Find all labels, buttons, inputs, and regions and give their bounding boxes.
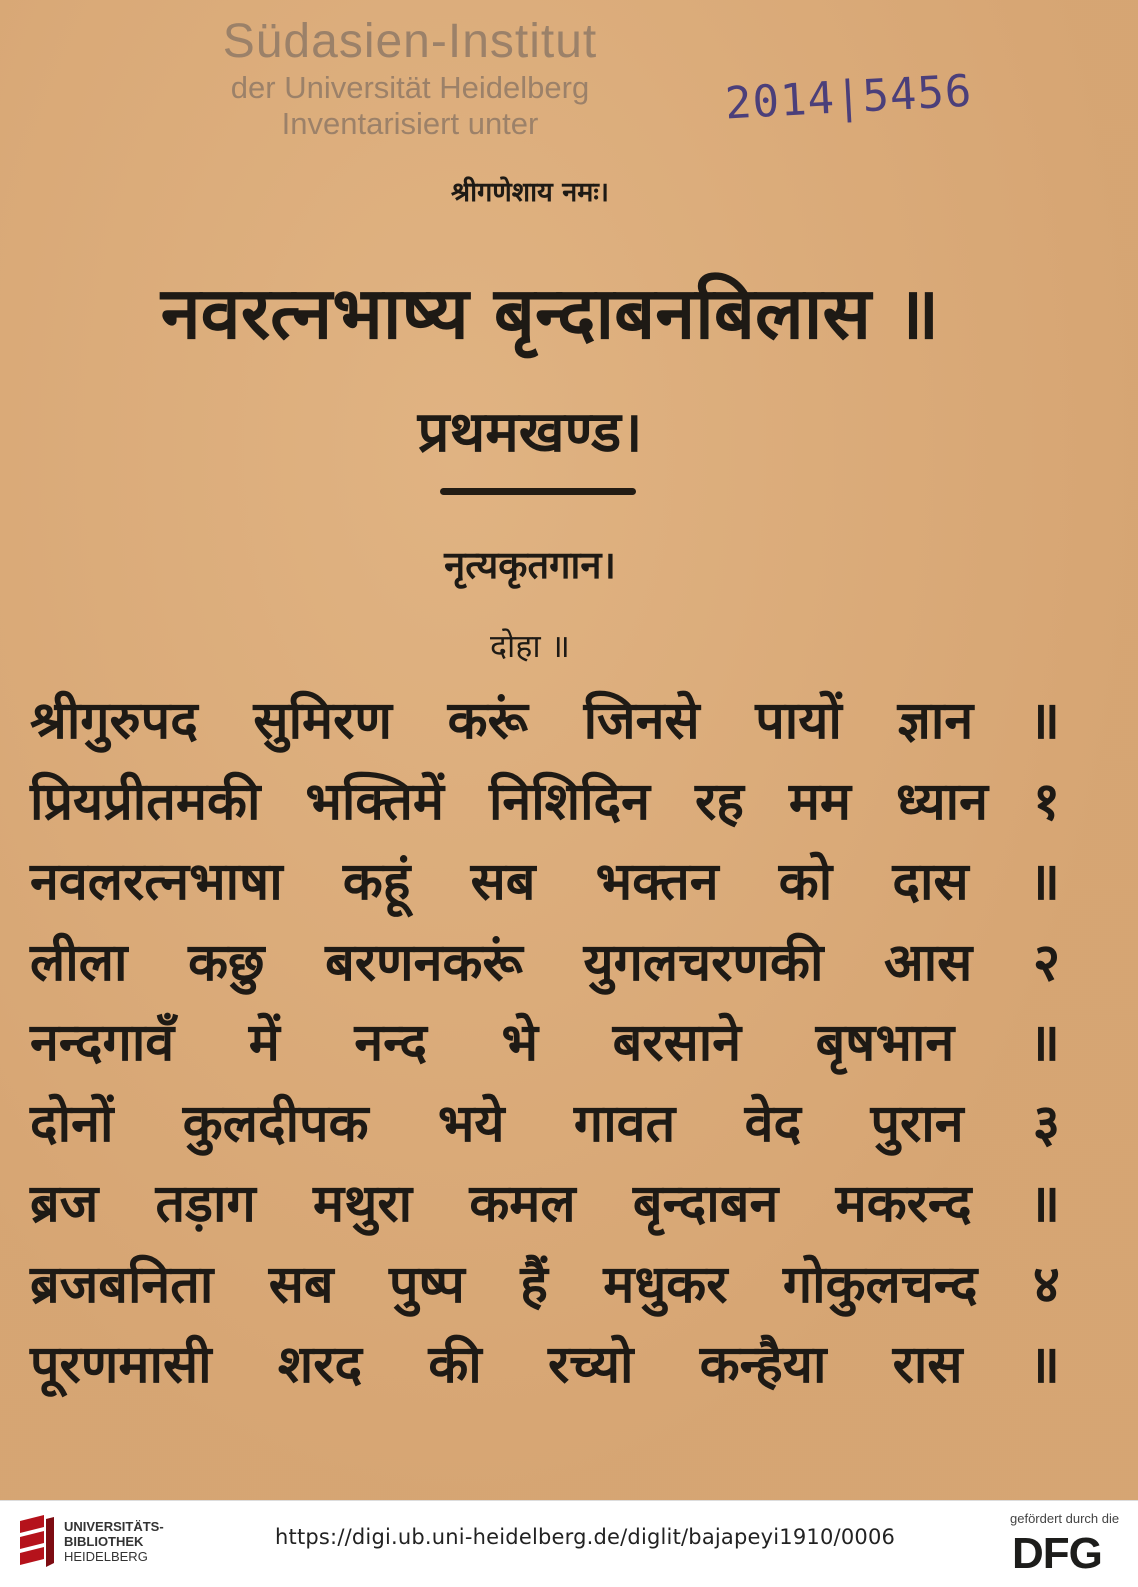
verse-word: ॥ [1028, 691, 1060, 751]
verse-word: दास [892, 852, 969, 912]
verse-word: निशिदिन [488, 771, 651, 832]
verse-word: ४ [1032, 1254, 1060, 1315]
verse-word: युगलचरणकी [583, 932, 824, 993]
verse-word: दोनों [30, 1093, 114, 1154]
dfg-logo[interactable]: DFG [1012, 1529, 1102, 1578]
verse-word: जिनसे [583, 691, 700, 751]
verse-word: कहूं [342, 852, 411, 912]
verse-word: पुष्प [389, 1254, 465, 1315]
verse-word: हैं [520, 1254, 548, 1315]
inventory-number: 2014|5456 [723, 65, 974, 130]
funder-caption: gefördert durch die [1010, 1511, 1120, 1526]
verse-line [30, 1012, 1060, 1074]
section-heading: नृत्यकृतगान। [444, 543, 616, 587]
verse-word: भक्तिमें [305, 771, 444, 832]
verse-word: नन्दगावँ [30, 1013, 175, 1073]
verse-word: मथुरा [313, 1174, 413, 1234]
verse-word: श्रीगुरुपद [30, 691, 198, 751]
verse-word: कन्हैया [699, 1335, 827, 1395]
verse-form-label: दोहा ॥ [490, 627, 570, 665]
page-subtitle: प्रथमखण्ड। [417, 400, 643, 465]
verse-line [30, 1254, 1060, 1316]
verse-word: को [778, 852, 833, 912]
verse-word: भये [437, 1093, 505, 1154]
verse-word: कमल [469, 1174, 576, 1234]
page-title: नवरत्नभाष्य बृन्दाबनबिलास ॥ [160, 271, 940, 355]
verse-word: पूरणमासी [30, 1335, 212, 1395]
verse-word: आस [884, 932, 973, 993]
verse-word: कुलदीपक [182, 1093, 369, 1154]
title-divider [440, 488, 636, 495]
library-line-1: UNIVERSITÄTS- [64, 1519, 164, 1534]
verse-word: ३ [1032, 1093, 1060, 1154]
university-library-logo-icon[interactable] [14, 1513, 58, 1573]
verse-word: बृषभान [815, 1013, 955, 1073]
verse-word: में [248, 1013, 280, 1073]
verse-word: ॥ [1028, 1335, 1060, 1395]
verse-word: रास [892, 1335, 963, 1395]
library-name[interactable] [64, 1519, 164, 1564]
verse-word: नवलरत्नभाषा [30, 852, 283, 912]
verse-line [30, 1173, 1060, 1235]
verse-word: मधुकर [603, 1254, 728, 1315]
library-line-3: HEIDELBERG [64, 1549, 148, 1564]
verse-word: ब्रजबनिता [30, 1254, 214, 1315]
verse-word: पायों [755, 691, 842, 751]
verse-word: करूं [447, 691, 528, 751]
verse-word: मम [788, 771, 852, 832]
library-line-2: BIBLIOTHEK [64, 1534, 144, 1549]
verse-word: ॥ [1028, 1013, 1060, 1073]
verse-word: ज्ञान [897, 691, 974, 751]
verse-word: प्रियप्रीतमकी [30, 771, 261, 832]
verse-line [30, 690, 1060, 752]
verse-word: रह [694, 771, 744, 832]
stamp-line-2: der Universität Heidelberg [230, 70, 590, 105]
verse-word: भे [501, 1013, 539, 1073]
verse-line [30, 1093, 1060, 1155]
verse-word: की [428, 1335, 482, 1395]
library-stamp [170, 14, 650, 142]
viewer-footer [0, 1500, 1138, 1587]
verse-word: लीला [30, 932, 128, 993]
verse-word: ब्रज [30, 1174, 99, 1234]
verse-word: सब [268, 1254, 334, 1315]
stamp-line-1: Südasien-Institut [222, 15, 598, 68]
verse-word: वेद [744, 1093, 802, 1154]
verse-word: मकरन्द [835, 1174, 972, 1234]
permalink[interactable]: https://digi.ub.uni-heidelberg.de/diglit/bajapeyi1910/0006 [275, 1525, 896, 1549]
verse-word: तड़ाग [155, 1174, 256, 1234]
verse-word: गावत [573, 1093, 676, 1154]
verse-word: गोकुलचन्द [782, 1254, 978, 1315]
verse-word: ध्यान [895, 771, 988, 832]
verse-line [30, 851, 1060, 913]
verse-word: नन्द [354, 1013, 427, 1073]
verse-word: पुरान [870, 1093, 964, 1154]
stamp-line-3: Inventarisiert unter [281, 106, 539, 141]
verse-word: सुमिरण [253, 691, 393, 751]
verse-word: बरणनकरूं [325, 932, 523, 993]
verse-line [30, 771, 1060, 833]
verse-line [30, 1334, 1060, 1396]
verse-word: २ [1032, 932, 1060, 993]
verse-word: रच्यो [547, 1335, 634, 1395]
verse-line [30, 932, 1060, 994]
verse-word: सब [470, 852, 536, 912]
invocation: श्रीगणेशाय नमः। [450, 177, 610, 208]
verse-word: कछु [188, 932, 265, 993]
verse-word: १ [1032, 771, 1060, 832]
verse-word: बृन्दाबन [632, 1174, 779, 1234]
verse-word: ॥ [1028, 852, 1060, 912]
verse-word: भक्तन [595, 852, 719, 912]
verse-word: बरसाने [612, 1013, 742, 1073]
verse-word: ॥ [1028, 1174, 1060, 1234]
verse-word: शरद [277, 1335, 363, 1395]
